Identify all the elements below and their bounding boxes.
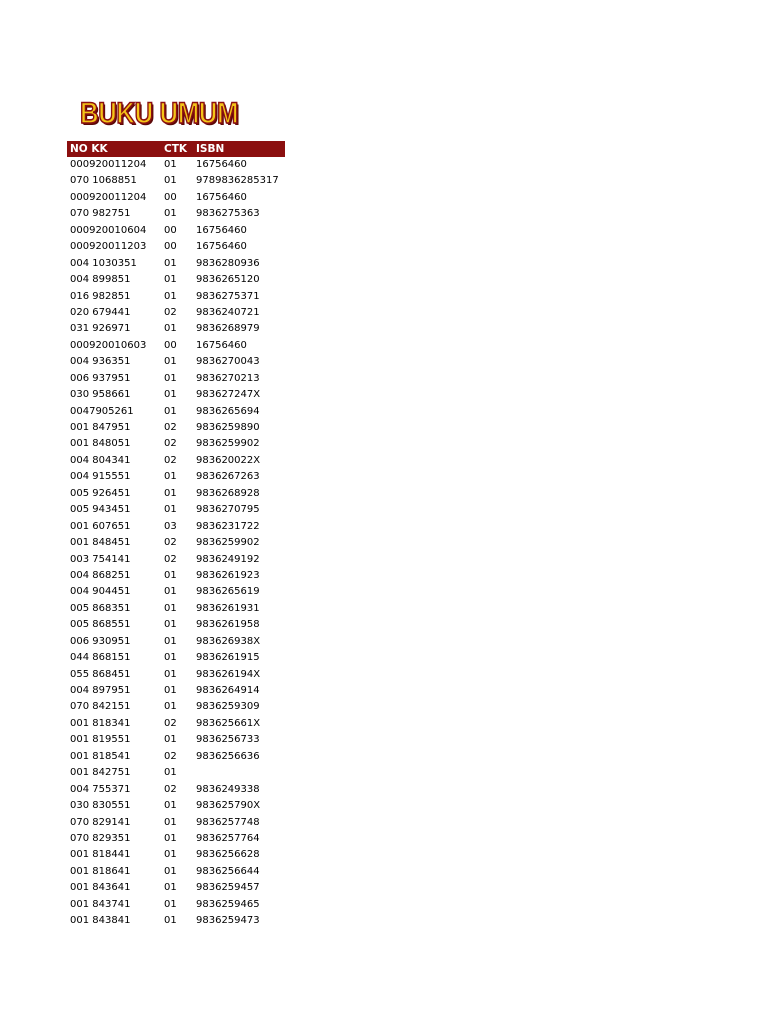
cell-isbn: 9836259902 <box>196 537 260 549</box>
table-row <box>67 831 285 847</box>
header-no-kk: NO KK <box>70 143 108 155</box>
cell-isbn: 983620022X <box>196 454 261 466</box>
cell-isbn: 9836256644 <box>196 865 260 877</box>
cell-isbn: 9836265619 <box>196 586 260 598</box>
table-row <box>67 699 285 715</box>
cell-no-kk: 044 868151 <box>70 652 131 664</box>
cell-isbn: 9836261958 <box>196 619 260 631</box>
cell-no-kk: 070 829141 <box>70 816 131 828</box>
table-row <box>67 289 285 305</box>
table-row <box>67 913 285 929</box>
cell-no-kk: 070 1068851 <box>70 175 137 187</box>
cell-no-kk: 031 926971 <box>70 323 131 335</box>
cell-ctk: 01 <box>164 832 177 844</box>
cell-isbn: 16756460 <box>196 191 247 203</box>
cell-isbn: 9836259473 <box>196 915 260 927</box>
cell-no-kk: 001 848051 <box>70 438 131 450</box>
cell-isbn: 16756460 <box>196 224 247 236</box>
cell-no-kk: 001 818541 <box>70 750 131 762</box>
header-ctk: CTK <box>164 143 188 155</box>
cell-ctk: 00 <box>164 241 177 253</box>
cell-no-kk: 001 847951 <box>70 422 131 433</box>
cell-ctk: 01 <box>164 668 177 680</box>
header-isbn: ISBN <box>196 143 225 155</box>
table-row <box>67 535 285 551</box>
table-row <box>67 847 285 863</box>
cell-isbn: 9836240721 <box>196 306 260 318</box>
cell-no-kk: 001 843841 <box>70 915 131 927</box>
cell-no-kk: 005 868351 <box>70 602 131 614</box>
cell-no-kk: 004 904451 <box>70 586 131 598</box>
cell-ctk: 02 <box>164 438 177 450</box>
cell-ctk: 02 <box>164 750 177 762</box>
cell-ctk: 02 <box>164 783 177 795</box>
cell-isbn: 9836267263 <box>196 471 260 483</box>
cell-isbn: 9836259309 <box>196 701 260 713</box>
cell-ctk: 01 <box>164 734 177 746</box>
cell-no-kk: 004 936351 <box>70 356 131 368</box>
cell-no-kk: 006 937951 <box>70 372 131 384</box>
cell-no-kk: 030 830551 <box>70 800 131 812</box>
table-row <box>67 157 285 173</box>
cell-isbn: 983625661X <box>196 717 261 729</box>
table-row <box>67 420 285 436</box>
cell-ctk: 01 <box>164 652 177 664</box>
cell-no-kk: 004 899851 <box>70 274 131 286</box>
cell-isbn: 9836259890 <box>196 422 260 433</box>
cell-isbn: 983627247X <box>196 389 261 401</box>
cell-ctk: 01 <box>164 849 177 861</box>
cell-no-kk: 003 754141 <box>70 553 131 565</box>
table-row <box>67 404 285 420</box>
cell-no-kk: 000920010604 <box>70 224 147 236</box>
cell-ctk: 01 <box>164 767 177 779</box>
cell-isbn: 9836257748 <box>196 816 260 828</box>
cell-no-kk: 001 819551 <box>70 734 131 746</box>
table-row <box>67 798 285 814</box>
cell-ctk: 01 <box>164 405 177 417</box>
table-row <box>67 371 285 387</box>
cell-ctk: 02 <box>164 537 177 549</box>
page-title-wrap <box>80 96 264 132</box>
cell-no-kk: 005 943451 <box>70 504 131 516</box>
table-row <box>67 716 285 732</box>
table-row <box>67 864 285 880</box>
cell-no-kk: 070 982751 <box>70 208 131 220</box>
cell-ctk: 00 <box>164 339 177 351</box>
cell-isbn: 16756460 <box>196 339 247 351</box>
cell-ctk: 01 <box>164 257 177 269</box>
cell-ctk: 01 <box>164 635 177 647</box>
table-row <box>67 502 285 518</box>
cell-isbn: 9836261923 <box>196 569 260 581</box>
table-row <box>67 667 285 683</box>
cell-isbn: 9836261931 <box>196 602 260 614</box>
cell-isbn: 9836268928 <box>196 487 260 499</box>
table-row <box>67 256 285 272</box>
cell-isbn: 983626194X <box>196 668 261 680</box>
table-row <box>67 190 285 206</box>
cell-isbn: 16756460 <box>196 159 247 170</box>
cell-no-kk: 020 679441 <box>70 306 131 318</box>
cell-ctk: 02 <box>164 717 177 729</box>
table-row <box>67 206 285 222</box>
table-row <box>67 453 285 469</box>
table-row <box>67 617 285 633</box>
cell-no-kk: 001 607651 <box>70 520 131 532</box>
cell-no-kk: 001 818641 <box>70 865 131 877</box>
cell-ctk: 02 <box>164 553 177 565</box>
cell-isbn: 983626938X <box>196 635 261 647</box>
cell-isbn: 9836270043 <box>196 356 260 368</box>
table-row <box>67 354 285 370</box>
table-body <box>67 157 285 930</box>
cell-no-kk: 055 868451 <box>70 668 131 680</box>
cell-ctk: 02 <box>164 454 177 466</box>
cell-no-kk: 001 818341 <box>70 717 131 729</box>
table-row <box>67 601 285 617</box>
table-row <box>67 436 285 452</box>
cell-ctk: 01 <box>164 372 177 384</box>
table-row <box>67 650 285 666</box>
table-row <box>67 765 285 781</box>
table-row <box>67 683 285 699</box>
cell-ctk: 01 <box>164 356 177 368</box>
cell-ctk: 01 <box>164 915 177 927</box>
cell-ctk: 01 <box>164 389 177 401</box>
cell-ctk: 01 <box>164 800 177 812</box>
cell-ctk: 01 <box>164 882 177 894</box>
cell-no-kk: 004 755371 <box>70 783 131 795</box>
cell-isbn: 983625790X <box>196 800 261 812</box>
table-row <box>67 321 285 337</box>
cell-ctk: 01 <box>164 159 177 170</box>
table-row <box>67 880 285 896</box>
cell-isbn: 9836256636 <box>196 750 260 762</box>
cell-no-kk: 070 829351 <box>70 832 131 844</box>
cell-no-kk: 001 843641 <box>70 882 131 894</box>
table-row <box>67 519 285 535</box>
cell-ctk: 01 <box>164 471 177 483</box>
cell-no-kk: 004 804341 <box>70 454 131 466</box>
cell-isbn: 9836264914 <box>196 685 260 696</box>
cell-no-kk: 000920011203 <box>70 241 147 253</box>
cell-ctk: 00 <box>164 191 177 203</box>
cell-isbn: 9836259465 <box>196 898 260 910</box>
cell-no-kk: 016 982851 <box>70 290 131 302</box>
cell-isbn: 9836270213 <box>196 372 260 384</box>
cell-ctk: 01 <box>164 602 177 614</box>
cell-no-kk: 004 1030351 <box>70 257 137 269</box>
cell-no-kk: 004 915551 <box>70 471 131 483</box>
table-row <box>67 239 285 255</box>
table-row <box>67 897 285 913</box>
table-row <box>67 223 285 239</box>
cell-no-kk: 000920010603 <box>70 339 147 351</box>
book-table <box>67 141 285 930</box>
cell-isbn: 9836249338 <box>196 783 260 795</box>
table-header <box>67 141 285 157</box>
cell-isbn: 16756460 <box>196 241 247 253</box>
table-row <box>67 732 285 748</box>
cell-no-kk: 004 868251 <box>70 569 131 581</box>
cell-isbn: 9836270795 <box>196 504 260 516</box>
cell-ctk: 01 <box>164 701 177 713</box>
cell-isbn: 9836259902 <box>196 438 260 450</box>
cell-ctk: 01 <box>164 323 177 335</box>
table-row <box>67 568 285 584</box>
cell-no-kk: 0047905261 <box>70 405 134 417</box>
cell-ctk: 01 <box>164 290 177 302</box>
cell-isbn: 9836231722 <box>196 520 260 532</box>
cell-no-kk: 006 930951 <box>70 635 131 647</box>
cell-ctk: 01 <box>164 487 177 499</box>
cell-no-kk: 001 843741 <box>70 898 131 910</box>
table-row <box>67 584 285 600</box>
cell-no-kk: 001 848451 <box>70 537 131 549</box>
cell-isbn: 9836257764 <box>196 832 260 844</box>
table-row <box>67 749 285 765</box>
cell-isbn: 9789836285317 <box>196 175 279 187</box>
cell-no-kk: 004 897951 <box>70 685 131 696</box>
cell-ctk: 01 <box>164 685 177 696</box>
cell-ctk: 01 <box>164 898 177 910</box>
cell-isbn: 9836256628 <box>196 849 260 861</box>
table-row <box>67 469 285 485</box>
cell-ctk: 01 <box>164 865 177 877</box>
table-row <box>67 815 285 831</box>
cell-no-kk: 001 818441 <box>70 849 131 861</box>
cell-isbn: 9836249192 <box>196 553 260 565</box>
cell-isbn: 9836268979 <box>196 323 260 335</box>
cell-isbn: 9836280936 <box>196 257 260 269</box>
cell-isbn: 9836259457 <box>196 882 260 894</box>
cell-isbn: 9836261915 <box>196 652 260 664</box>
cell-no-kk: 070 842151 <box>70 701 131 713</box>
cell-no-kk: 001 842751 <box>70 767 131 779</box>
cell-no-kk: 005 926451 <box>70 487 131 499</box>
cell-isbn: 9836275371 <box>196 290 260 302</box>
cell-ctk: 01 <box>164 175 177 187</box>
table-row <box>67 305 285 321</box>
cell-isbn: 9836275363 <box>196 208 260 220</box>
cell-isbn: 9836265120 <box>196 274 260 286</box>
table-row <box>67 552 285 568</box>
table-row <box>67 486 285 502</box>
cell-no-kk: 030 958661 <box>70 389 131 401</box>
table-row <box>67 634 285 650</box>
cell-ctk: 01 <box>164 586 177 598</box>
cell-no-kk: 000920011204 <box>70 159 147 170</box>
cell-ctk: 01 <box>164 208 177 220</box>
cell-ctk: 01 <box>164 274 177 286</box>
cell-ctk: 01 <box>164 619 177 631</box>
cell-ctk: 01 <box>164 569 177 581</box>
cell-ctk: 03 <box>164 520 177 532</box>
cell-ctk: 02 <box>164 422 177 433</box>
cell-no-kk: 000920011204 <box>70 191 147 203</box>
table-row <box>67 272 285 288</box>
cell-ctk: 01 <box>164 504 177 516</box>
table-row <box>67 173 285 189</box>
cell-ctk: 01 <box>164 816 177 828</box>
cell-ctk: 00 <box>164 224 177 236</box>
cell-isbn: 9836265694 <box>196 405 260 417</box>
cell-isbn: 9836256733 <box>196 734 260 746</box>
page-title: BUKU UMUM <box>80 97 239 130</box>
table-row <box>67 387 285 403</box>
cell-no-kk: 005 868551 <box>70 619 131 631</box>
cell-ctk: 02 <box>164 306 177 318</box>
table-row <box>67 338 285 354</box>
table-row <box>67 782 285 798</box>
